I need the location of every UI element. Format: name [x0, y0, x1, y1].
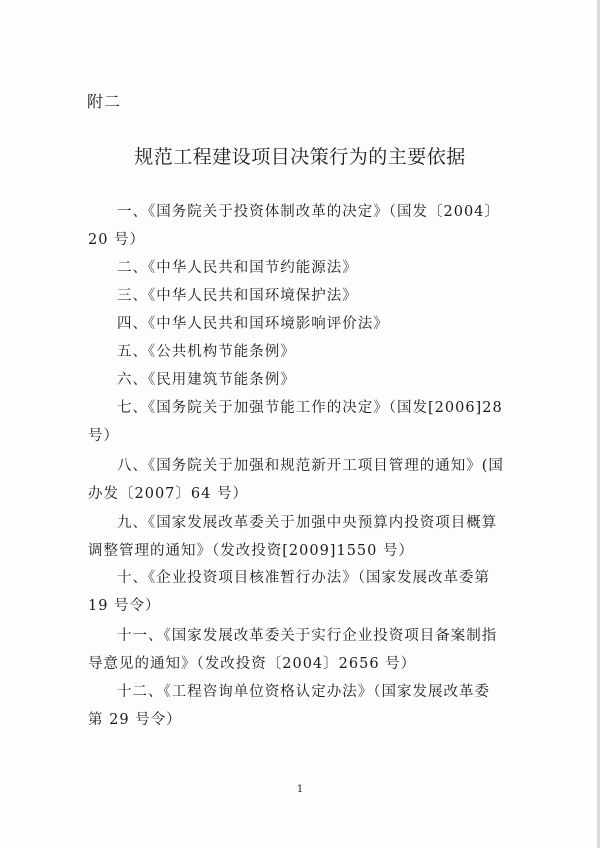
list-item — [88, 452, 533, 508]
list-item — [88, 394, 533, 450]
list-item-line: 八、《国务院关于加强和规范新开工项目管理的通知》(国 — [117, 458, 504, 474]
list-item-line: 六、《民用建筑节能条例》 — [117, 372, 296, 388]
list-item-line: 四、《中华人民共和国环境影响评价法》 — [117, 316, 389, 332]
list-item-line: 九、《国家发展改革委关于加强中央预算内投资项目概算 — [117, 515, 498, 531]
list-item — [88, 338, 533, 366]
list-item — [88, 622, 533, 678]
list-item-line: 十二、《工程咨询单位资格认定办法》（国家发展改革委 — [117, 684, 490, 700]
list-item-line: 十、《企业投资项目核准暂行办法》（国家发展改革委第 — [117, 570, 490, 586]
list-item — [88, 509, 533, 565]
list-item-line: 导意见的通知》（发改投资〔2004〕2656 号） — [88, 656, 417, 672]
list-item-line: 号） — [88, 428, 119, 444]
page-number: 1 — [296, 784, 304, 795]
list-item — [88, 282, 533, 310]
list-item-line: 办发〔2007〕64 号） — [88, 486, 248, 502]
appendix-label: 附二 — [87, 92, 122, 111]
list-item-line: 调整管理的通知》（发改投资[2009]1550 号） — [88, 543, 414, 559]
list-item-line: 七、《国务院关于加强节能工作的决定》（国发[2006]28 — [117, 400, 503, 416]
list-item — [88, 678, 533, 734]
list-item-line: 五、《公共机构节能条例》 — [117, 344, 296, 360]
list-item-line: 二、《中华人民共和国节约能源法》 — [117, 260, 358, 276]
list-item — [88, 198, 533, 254]
list-item-line: 三、《中华人民共和国环境保护法》 — [117, 288, 358, 304]
list-item — [88, 254, 533, 282]
list-item — [88, 564, 533, 620]
list-item-line: 19 号令） — [88, 598, 161, 614]
list-item-line: 十一、《国家发展改革委关于实行企业投资项目备案制指 — [117, 628, 498, 644]
list-item-line: 20 号） — [88, 232, 146, 248]
list-item — [88, 366, 533, 394]
list-item-line: 第 29 号令） — [88, 712, 182, 728]
list-item-line: 一、《国务院关于投资体制改革的决定》（国发〔2004〕 — [117, 204, 500, 220]
list-item — [88, 310, 533, 338]
page-title: 规范工程建设项目决策行为的主要依据 — [134, 146, 466, 168]
